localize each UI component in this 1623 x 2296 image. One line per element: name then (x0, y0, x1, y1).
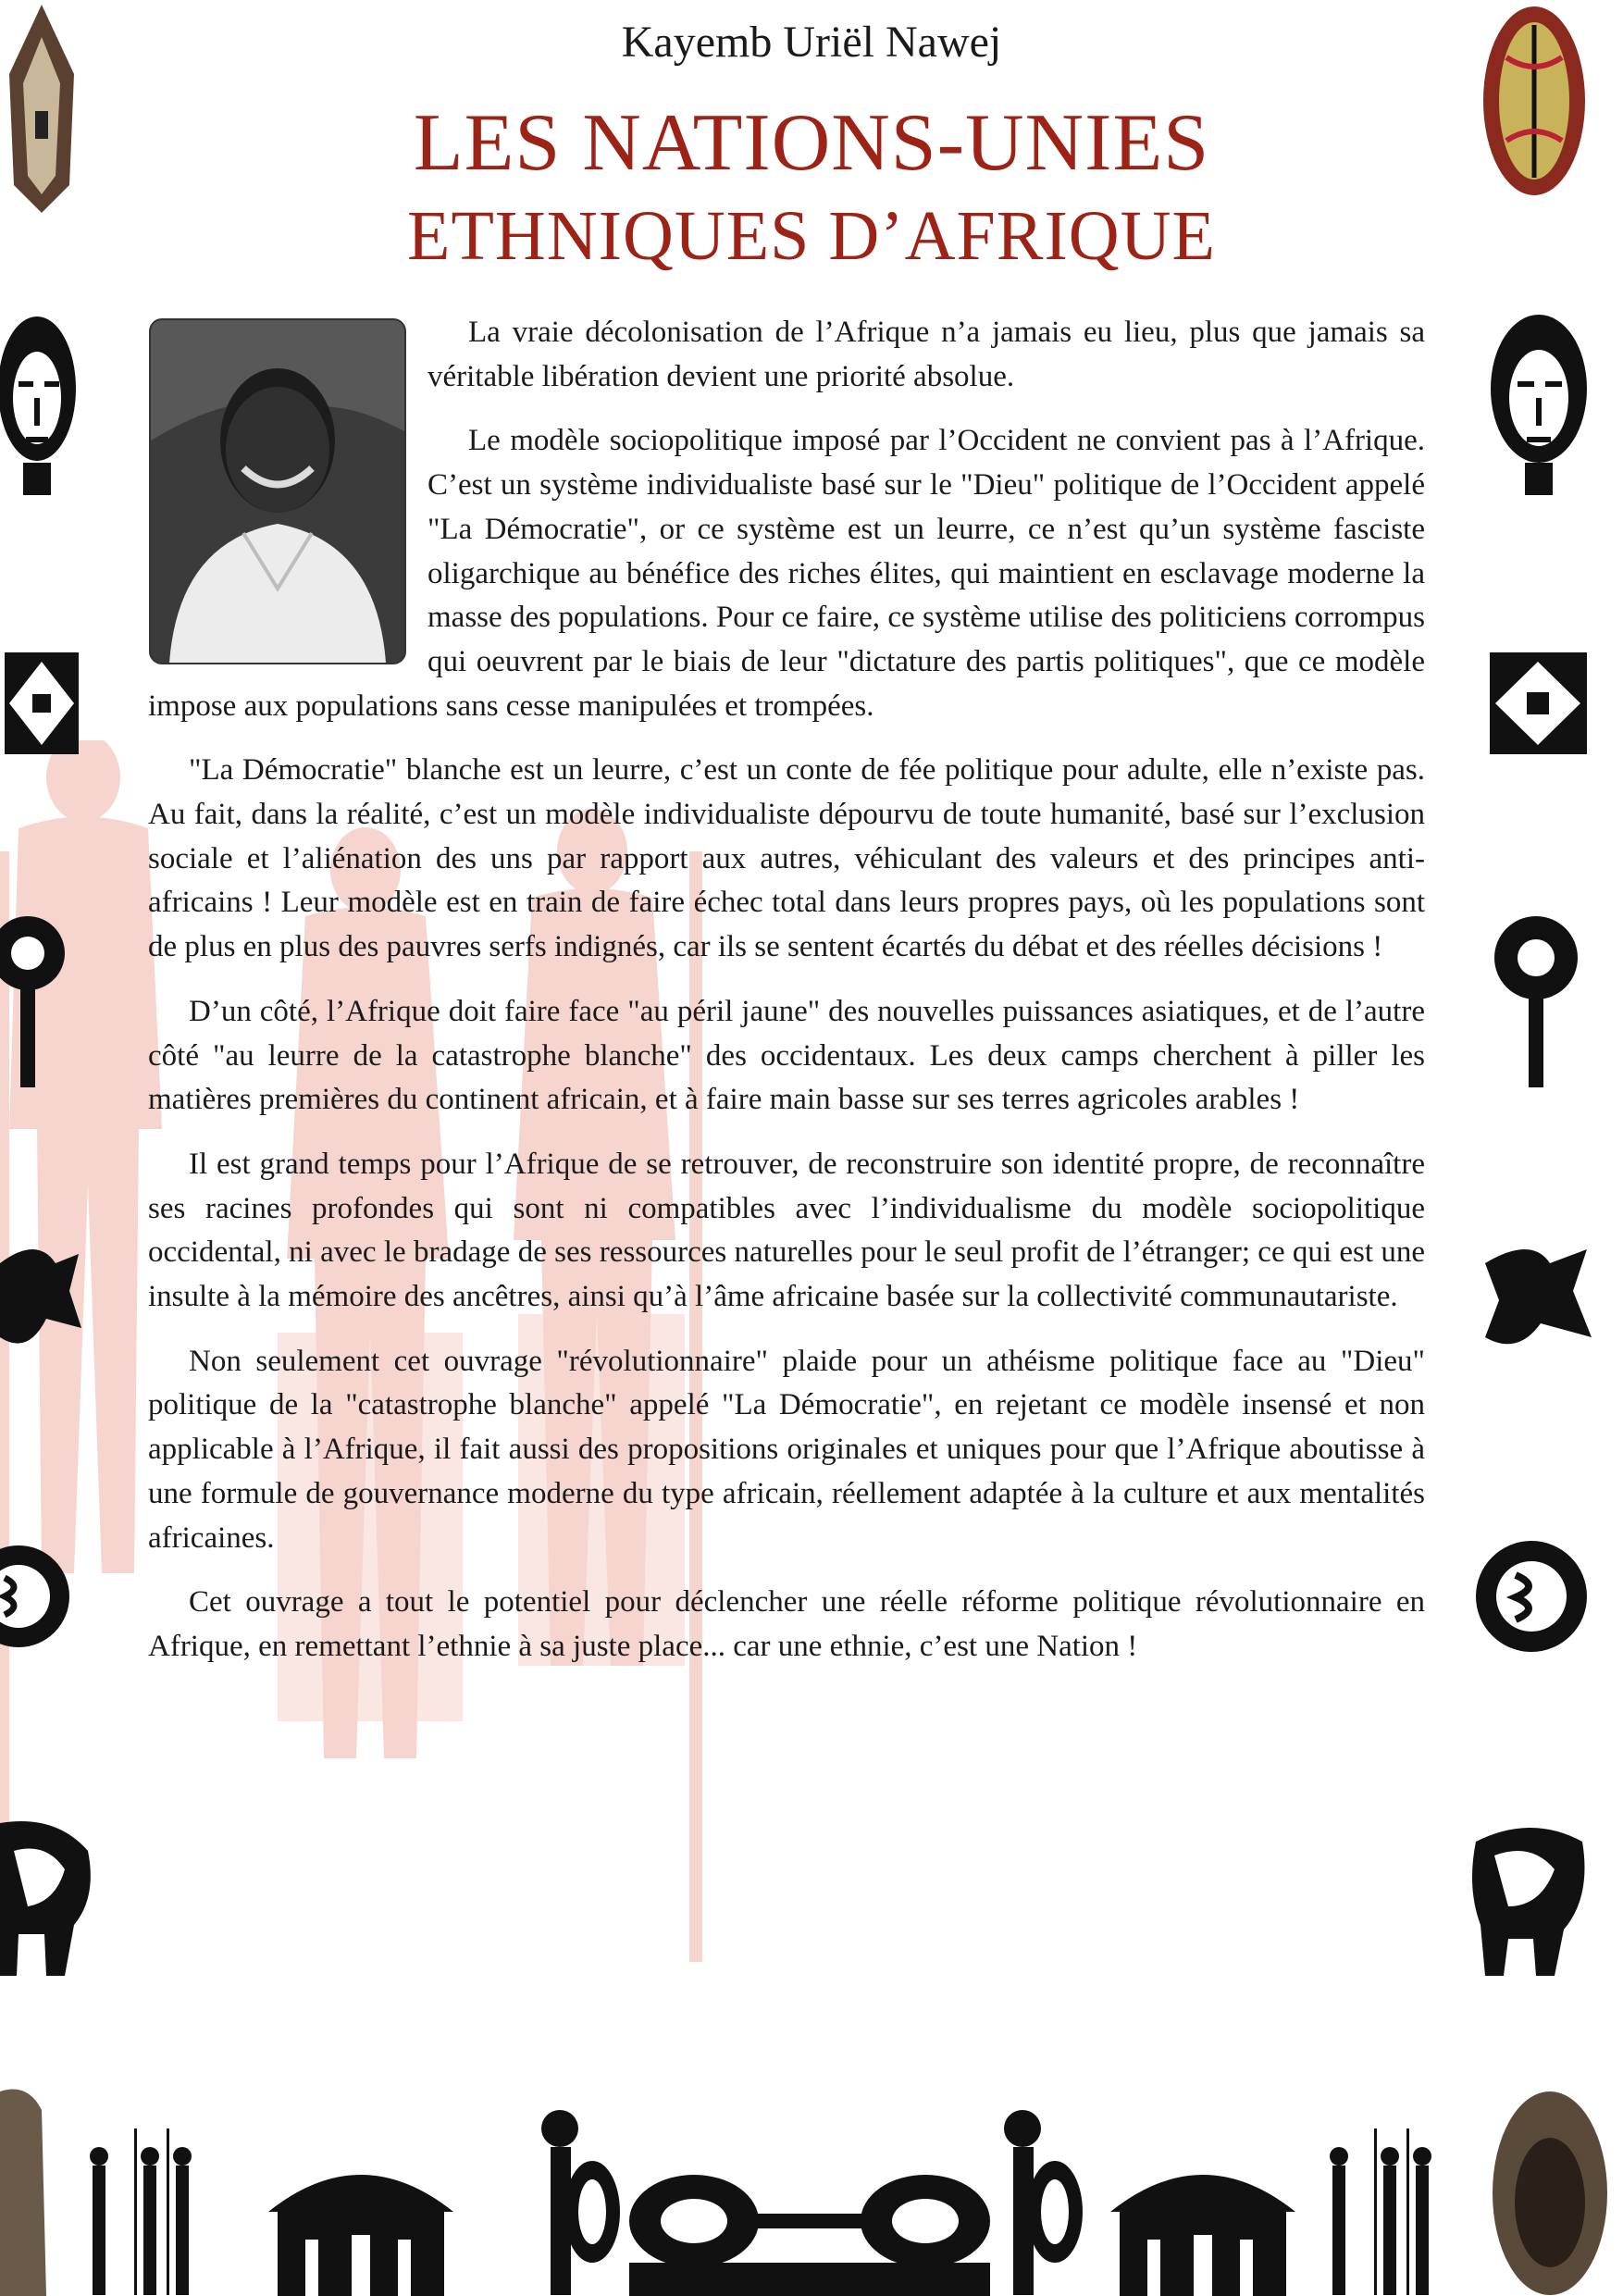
adinkra-symbol-right-1 (1481, 643, 1596, 763)
adinkra-symbol-right-2 (1476, 1235, 1596, 1356)
photo-spacer (148, 311, 427, 666)
cross-ornament-right (1479, 907, 1594, 1092)
sun-symbol-left (0, 1536, 83, 1657)
paragraph-4: D’un côté, l’Afrique doit faire face "au péril jaune" des nouvelles puissances asiatiques, et de l’autre côté "au leurre de la catastrophe blanche" des occidentaux. Les deux camps cherchent à piller les matières premières du continent africain, et à faire main basse sur ses terres agricoles arables ! (148, 994, 1425, 1117)
author-name: Kayemb Uriël Nawej (621, 18, 1002, 67)
adinkra-symbol-left-2 (0, 1235, 83, 1356)
book-title-line-2: ETHNIQUES D’AFRIQUE (407, 197, 1216, 275)
paragraph-7: Cet ouvrage a tout le potentiel pour déclencher une réelle réforme politique révolutionnaire en Afrique, en remettant l’ethnie à sa juste place... car une ethnie, c’est une Nation ! (148, 1585, 1425, 1663)
adinkra-symbol-left-1 (0, 643, 83, 763)
book-title-line-1: LES NATIONS-UNIES (413, 98, 1210, 188)
mask-ornament-left-1 (0, 305, 83, 500)
paragraph-2: Le modèle sociopolitique imposé par l’Occident ne convient pas à l’Afrique. C’est un système individualiste basé sur le "Dieu" politique de l’Occident appelé "La Démocratie", or ce système est un leurre, ce n’est qu’un système fasciste oligarchique au bénéfice des riches élites, qui maintient en esclavage moderne la masse des populations. Pour ce faire, ce système utilise des politiciens corrompus qui oeuvrent par le biais de leur "dictature des partis politiques", que ce modèle impose aux populations sans cesse manipulées et trompées. (148, 424, 1425, 723)
cross-ornament-left (0, 907, 83, 1092)
elephant-ornament-right (1467, 1814, 1596, 1980)
bottom-ornament-band (0, 2082, 1623, 2296)
sun-symbol-right (1471, 1536, 1592, 1657)
paragraph-6: Non seulement cet ouvrage "révolutionnaire" plaide pour un athéisme politique face au "Dieu" politique de la "catastrophe blanche" appelé "La Démocratie", en rejetant ce modèle insensé et non applicable à l’Afrique, il fait aussi des propositions originales et uniques pour que l’Afrique aboutisse à une formule de gouvernance moderne du type africain, réellement adaptée à la culture et aux mentalités africaines. (148, 1344, 1425, 1555)
paragraph-1: La vraie décolonisation de l’Afrique n’a jamais eu lieu, plus que jamais sa véritable libération devient une priorité absolue. (427, 316, 1425, 393)
elephant-ornament-left (0, 1814, 102, 1980)
paragraph-3: "La Démocratie" blanche est un leurre, c’est un conte de fée politique pour adulte, elle n’existe pas. Au fait, dans la réalité, c’est un modèle individualiste dépourvu de toute humanité, basé sur l’exclusion sociale et l’aliénation des uns par rapport aux autres, véhiculant des valeurs et des principes anti-africains ! Leur modèle est en train de faire échec total dans leurs propres pays, où les populations sont de plus en plus des pauvres serfs indignés, car ils se sentent écartés du débat et des réelles décisions ! (148, 753, 1425, 964)
paragraph-5: Il est grand temps pour l’Afrique de se retrouver, de reconstruire son identité propre, de reconnaître ses racines profondes qui sont ni compatibles avec l’individualisme du modèle sociopolitique occidental, ni avec le bradage de ses ressources naturelles pour le seul profit de l’étranger; ce qui est une insulte à la mémoire des ancêtres, ainsi qu’à l’âme africaine basée sur la collectivité communautariste. (148, 1147, 1425, 1314)
mask-ornament-right-1 (1488, 305, 1590, 500)
book-description (148, 311, 1425, 1690)
